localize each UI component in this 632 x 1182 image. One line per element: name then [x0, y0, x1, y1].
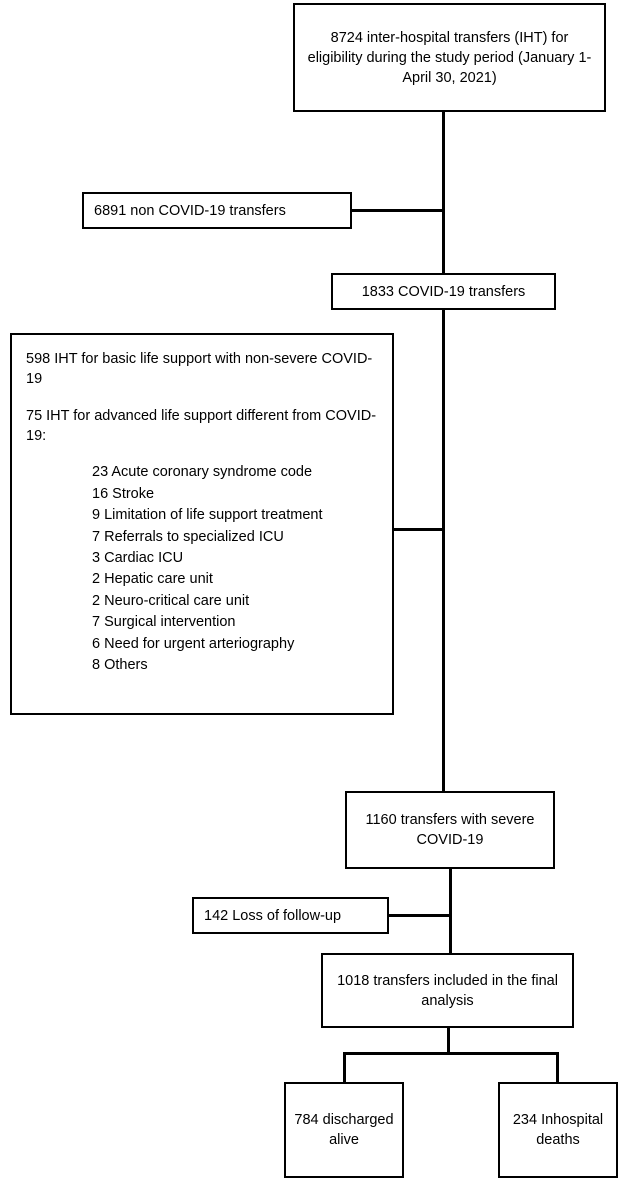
- node-covid-transfers-label: 1833 COVID-19 transfers: [361, 283, 526, 300]
- exclusion-basic-support-label: 598 IHT for basic life support with non-severe COVID-19: [26, 351, 373, 388]
- connector-covid-to-severe: [442, 310, 445, 791]
- node-non-covid-excluded-label: 6891 non COVID-19 transfers: [94, 202, 286, 219]
- node-inhospital-deaths-label: 234 Inhospital deaths: [512, 1112, 604, 1148]
- list-item: 7 Referrals to specialized ICU: [92, 528, 284, 545]
- node-screened-transfers: [293, 3, 606, 112]
- node-non-covid-excluded: [82, 192, 352, 229]
- node-screened-transfers-label: 8724 inter-hospital transfers (IHT) for eligibility during the study period (January 1-April 30, 2021): [307, 29, 592, 86]
- connector-to-exclusion-list: [394, 528, 443, 531]
- node-inhospital-deaths: [498, 1082, 618, 1178]
- list-item: 3 Cardiac ICU: [92, 550, 184, 566]
- connector-outcome-split: [343, 1052, 559, 1055]
- exclusion-advanced-support-label: 75 IHT for advanced life support different from COVID-19:: [26, 407, 377, 444]
- list-item: 6 Need for urgent arteriography: [92, 635, 295, 652]
- node-discharged-alive-label: 784 discharged alive: [294, 1112, 394, 1148]
- node-loss-followup: [192, 897, 389, 934]
- connector-to-deaths: [556, 1052, 559, 1083]
- list-item: 7 Surgical intervention: [92, 614, 236, 631]
- node-exclusion-details: [10, 333, 394, 715]
- node-loss-followup-label: 142 Loss of follow-up: [204, 907, 342, 924]
- connector-screened-to-covid: [442, 112, 445, 273]
- connector-to-non-covid-exclusion: [352, 209, 443, 212]
- list-item: 9 Limitation of life support treatment: [92, 507, 323, 524]
- list-item: 2 Neuro-critical care unit: [92, 592, 250, 609]
- list-item: 23 Acute coronary syndrome code: [92, 464, 313, 481]
- connector-to-loss-followup: [389, 914, 450, 917]
- connector-severe-to-final: [449, 869, 452, 953]
- list-item: 16 Stroke: [92, 485, 155, 502]
- connector-final-down: [447, 1028, 450, 1054]
- list-item: 2 Hepatic care unit: [92, 571, 213, 588]
- exclusion-advanced-list: [26, 462, 378, 677]
- node-severe-covid-transfers-label: 1160 transfers with severe COVID-19: [365, 812, 535, 848]
- list-item: 8 Others: [92, 657, 148, 674]
- node-final-analysis: [321, 953, 574, 1028]
- node-covid-transfers: [331, 273, 556, 310]
- node-discharged-alive: [284, 1082, 404, 1178]
- node-final-analysis-label: 1018 transfers included in the final analysis: [337, 972, 558, 1009]
- node-severe-covid-transfers: [345, 791, 555, 869]
- connector-to-discharged: [343, 1052, 346, 1083]
